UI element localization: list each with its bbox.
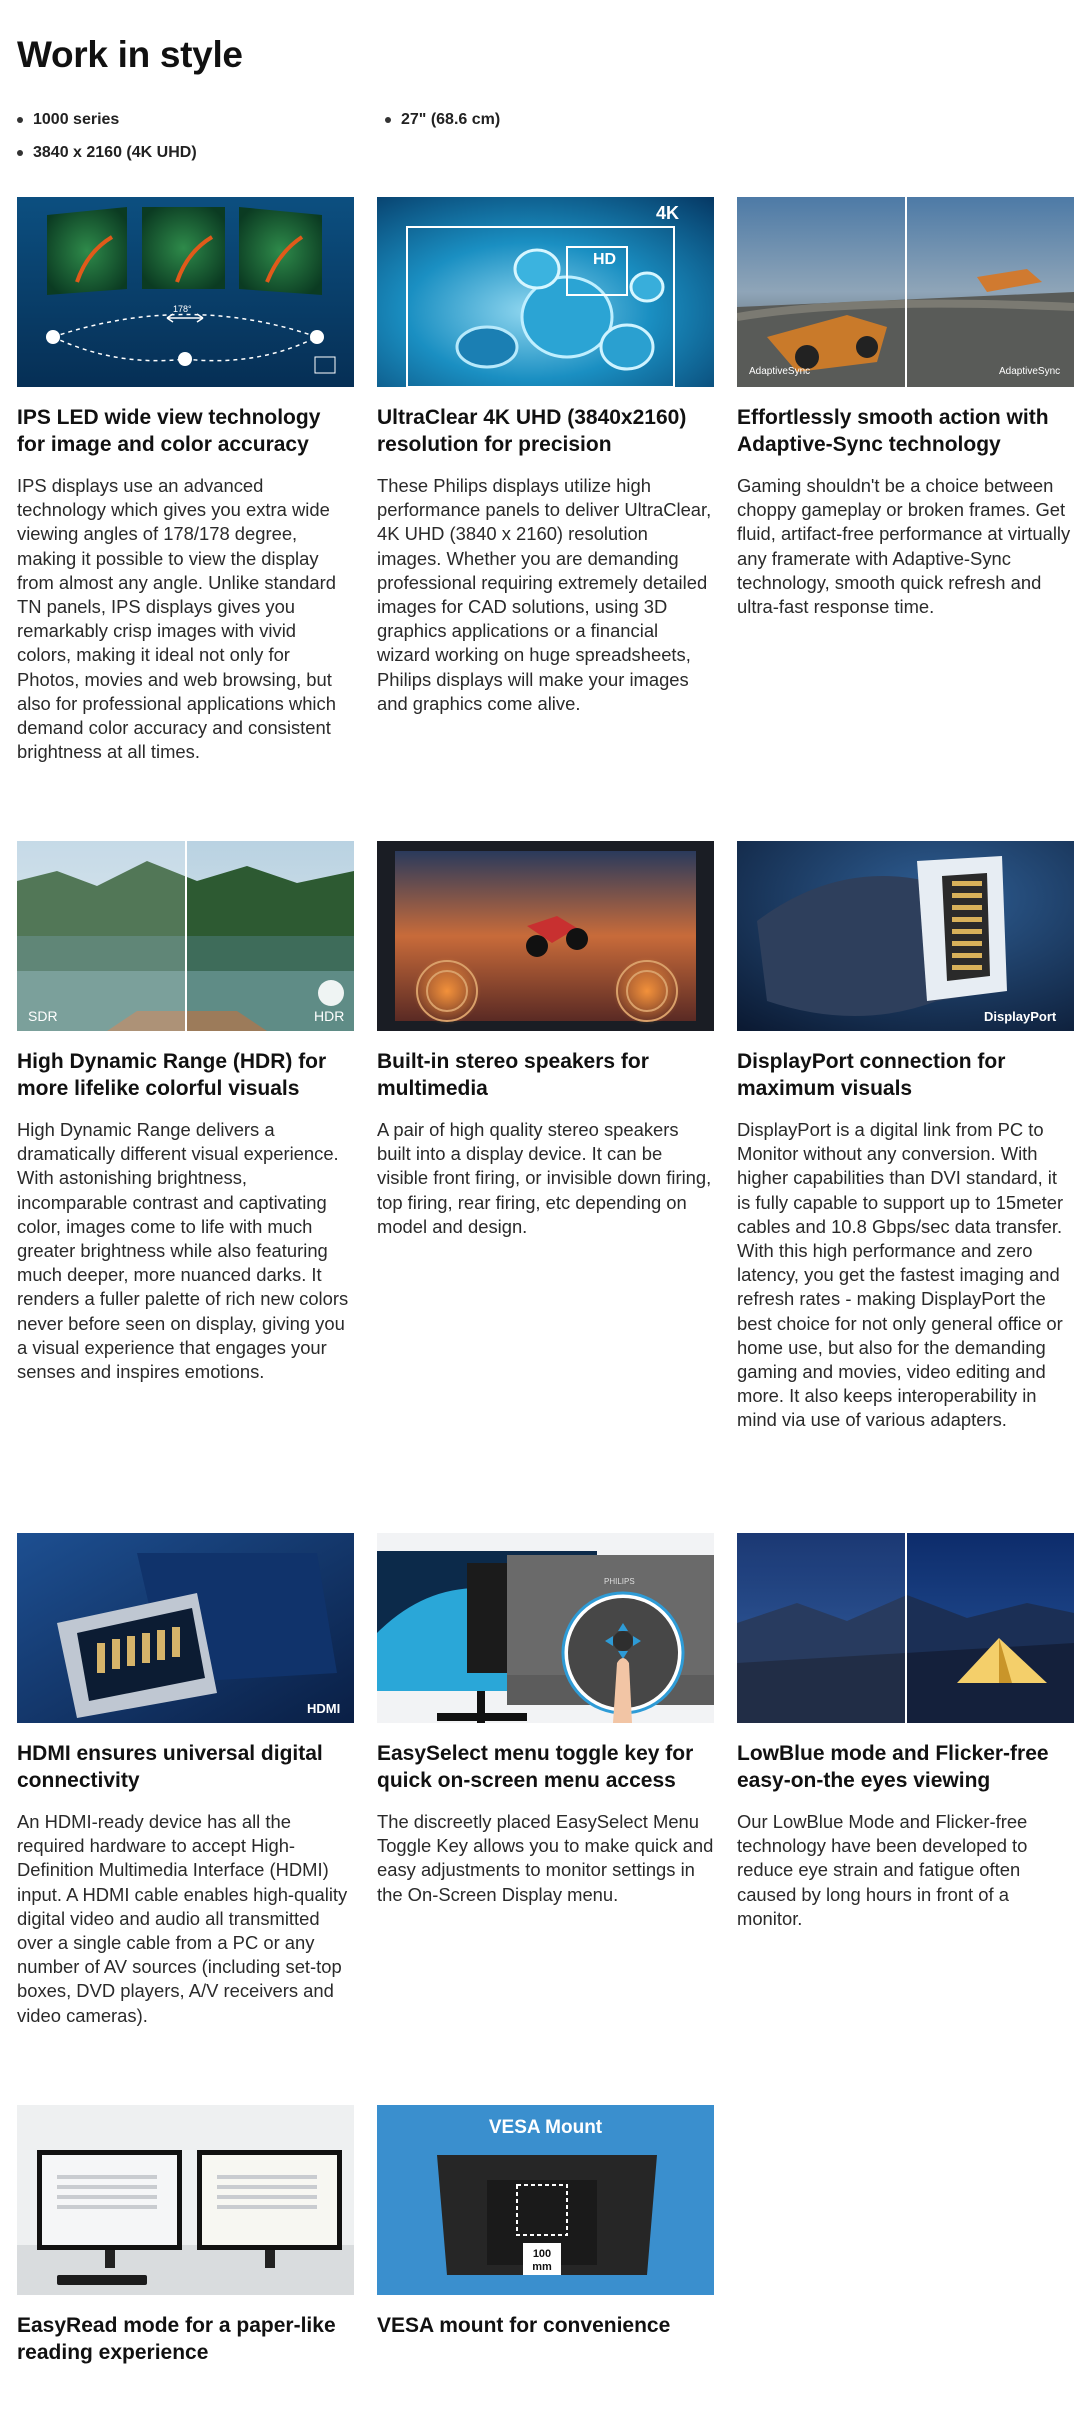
vesa-mount-label: VESA Mount — [488, 2117, 603, 2138]
feature-card-easyread — [17, 2105, 354, 2366]
feature-card-displayport — [737, 841, 1074, 1433]
feature-image-adaptivesync — [737, 197, 1074, 387]
feature-body-hdr: High Dynamic Range delivers a dramatically different visual experience. With astonishing brightness, incomparable contrast and captivating color, images come to life with much greater brightness while also featuring much deeper, more nuanced darks. It renders a fuller palette of rich new colors never before seen on display, giving you a visual experience that engages your senses and inspires emotions. — [17, 1119, 349, 1383]
sdr-label: SDR — [28, 1008, 58, 1024]
adaptivesync-label-left: AdaptiveSync — [749, 366, 811, 377]
displayport-label: DisplayPort — [984, 1009, 1057, 1024]
4k-illustration — [377, 197, 714, 387]
feature-card-ips — [17, 197, 354, 764]
feature-title-lowblue: LowBlue mode and Flicker-free easy-on-the eyes viewing — [737, 1742, 1049, 1792]
feature-image-vesa — [377, 2105, 714, 2295]
feature-image-easyread — [17, 2105, 354, 2295]
feature-title-ips: IPS LED wide view technology for image and color accuracy — [17, 406, 321, 456]
feature-card-lowblue — [737, 1533, 1074, 1931]
easyread-illustration — [17, 2105, 354, 2295]
feature-image-4k — [377, 197, 714, 387]
adaptivesync-label-right: AdaptiveSync — [999, 366, 1061, 377]
feature-title-hdr: High Dynamic Range (HDR) for more lifelike colorful visuals — [17, 1050, 327, 1100]
svg-text:mm: mm — [532, 2261, 552, 2273]
easyselect-illustration — [377, 1533, 714, 1723]
feature-image-hdmi — [17, 1533, 354, 1723]
feature-image-hdr — [17, 841, 354, 1031]
spec-series: 1000 series — [17, 111, 119, 129]
feature-image-speakers — [377, 841, 714, 1031]
4k-label: 4K — [656, 203, 680, 223]
feature-image-ips — [17, 197, 354, 387]
feature-card-hdr — [17, 841, 354, 1384]
hdr-label: HDR — [314, 1008, 345, 1024]
feature-card-vesa — [377, 2105, 714, 2339]
feature-card-speakers — [377, 841, 714, 1239]
hd-label: HD — [593, 251, 617, 268]
feature-title-easyread: EasyRead mode for a paper-like reading experience — [17, 2314, 336, 2364]
feature-card-4k — [377, 197, 714, 716]
spec-size: 27" (68.6 cm) — [385, 111, 500, 129]
adaptivesync-illustration — [737, 197, 1074, 387]
displayport-illustration — [737, 841, 1074, 1031]
feature-card-adaptivesync — [737, 197, 1074, 619]
feature-title-adaptivesync: Effortlessly smooth action with Adaptive-Sync technology — [737, 406, 1049, 456]
feature-body-ips: IPS displays use an advanced technology which gives you extra wide viewing angles of 178/178 degree, making it possible to view the display from almost any angle. Unlike standard TN panels, IPS displays gives you remarkably crisp images with vivid colors, making it ideal not only for Photos, movies and web browsing, but also for professional applications which demand color accuracy and consistent brightness at all times. — [17, 475, 336, 763]
ips-illustration — [17, 197, 354, 387]
hdmi-label: HDMI — [307, 1701, 341, 1716]
feature-body-easyselect: The discreetly placed EasySelect Menu Toggle Key allows you to make quick and easy adjustments to monitor settings in the On-Screen Display menu. — [377, 1811, 714, 1905]
svg-text:100: 100 — [532, 2248, 552, 2260]
feature-card-easyselect — [377, 1533, 714, 1907]
feature-image-lowblue — [737, 1533, 1074, 1723]
feature-title-4k: UltraClear 4K UHD (3840x2160) resolution for precision — [377, 406, 687, 456]
feature-title-displayport: DisplayPort connection for maximum visuals — [737, 1050, 1006, 1100]
lowblue-illustration — [737, 1533, 1074, 1723]
speakers-illustration — [377, 841, 714, 1031]
feature-body-displayport: DisplayPort is a digital link from PC to Monitor without any conversion. With higher capabilities than DVI standard, it is fully capable to support up to 15meter cables and 10.8 Gbps/sec data transfer. With this high performance and zero latency, you get the fastest imaging and refresh rates - making DisplayPort the best choice for not only general office or home use, but also for the demanding gaming and movies, video editing and more. It also keeps interoperability in mind via use of various adapters. — [737, 1119, 1064, 1431]
feature-body-4k: These Philips displays utilize high performance panels to deliver UltraClear, 4K UHD (3840 x 2160) resolution images. Whether you are demanding professional requiring extremely detailed images for CAD solutions, using 3D graphics applications or a financial wizard working on huge spreadsheets, Philips displays will make your images and graphics come alive. — [377, 475, 712, 714]
ips-angle-label: 178° — [173, 304, 192, 314]
hdr-illustration — [17, 841, 354, 1031]
feature-card-hdmi — [17, 1533, 354, 2028]
feature-body-adaptivesync: Gaming shouldn't be a choice between choppy gameplay or broken frames. Get fluid, artifact-free performance at virtually any framerate with Adaptive-Sync technology, smooth quick refresh and ultra-fast response time. — [737, 475, 1071, 618]
feature-title-vesa: VESA mount for convenience — [377, 2314, 671, 2337]
feature-title-speakers: Built-in stereo speakers for multimedia — [377, 1050, 649, 1100]
philips-label: PHILIPS — [604, 1577, 635, 1586]
feature-title-easyselect: EasySelect menu toggle key for quick on-screen menu access — [377, 1742, 694, 1792]
page-title: Work in style — [17, 34, 243, 75]
feature-body-speakers: A pair of high quality stereo speakers built into a display device. It can be visible front firing, or invisible down firing, top firing, rear firing, etc depending on model and design. — [377, 1119, 712, 1237]
feature-body-lowblue: Our LowBlue Mode and Flicker-free technology have been developed to reduce eye strain and fatigue often caused by long hours in front of a monitor. — [737, 1811, 1028, 1929]
feature-body-hdmi: An HDMI-ready device has all the required hardware to accept High-Definition Multimedia Interface (HDMI) input. A HDMI cable enables high-quality digital video and audio all transmitted over a single cable from a PC or any number of AV sources (including set-top boxes, DVD players, A/V receivers and video cameras). — [17, 1811, 348, 2026]
hdmi-illustration — [17, 1533, 354, 1723]
feature-image-displayport — [737, 841, 1074, 1031]
feature-image-easyselect — [377, 1533, 714, 1723]
spec-resolution: 3840 x 2160 (4K UHD) — [17, 144, 197, 162]
feature-title-hdmi: HDMI ensures universal digital connectivity — [17, 1742, 323, 1792]
